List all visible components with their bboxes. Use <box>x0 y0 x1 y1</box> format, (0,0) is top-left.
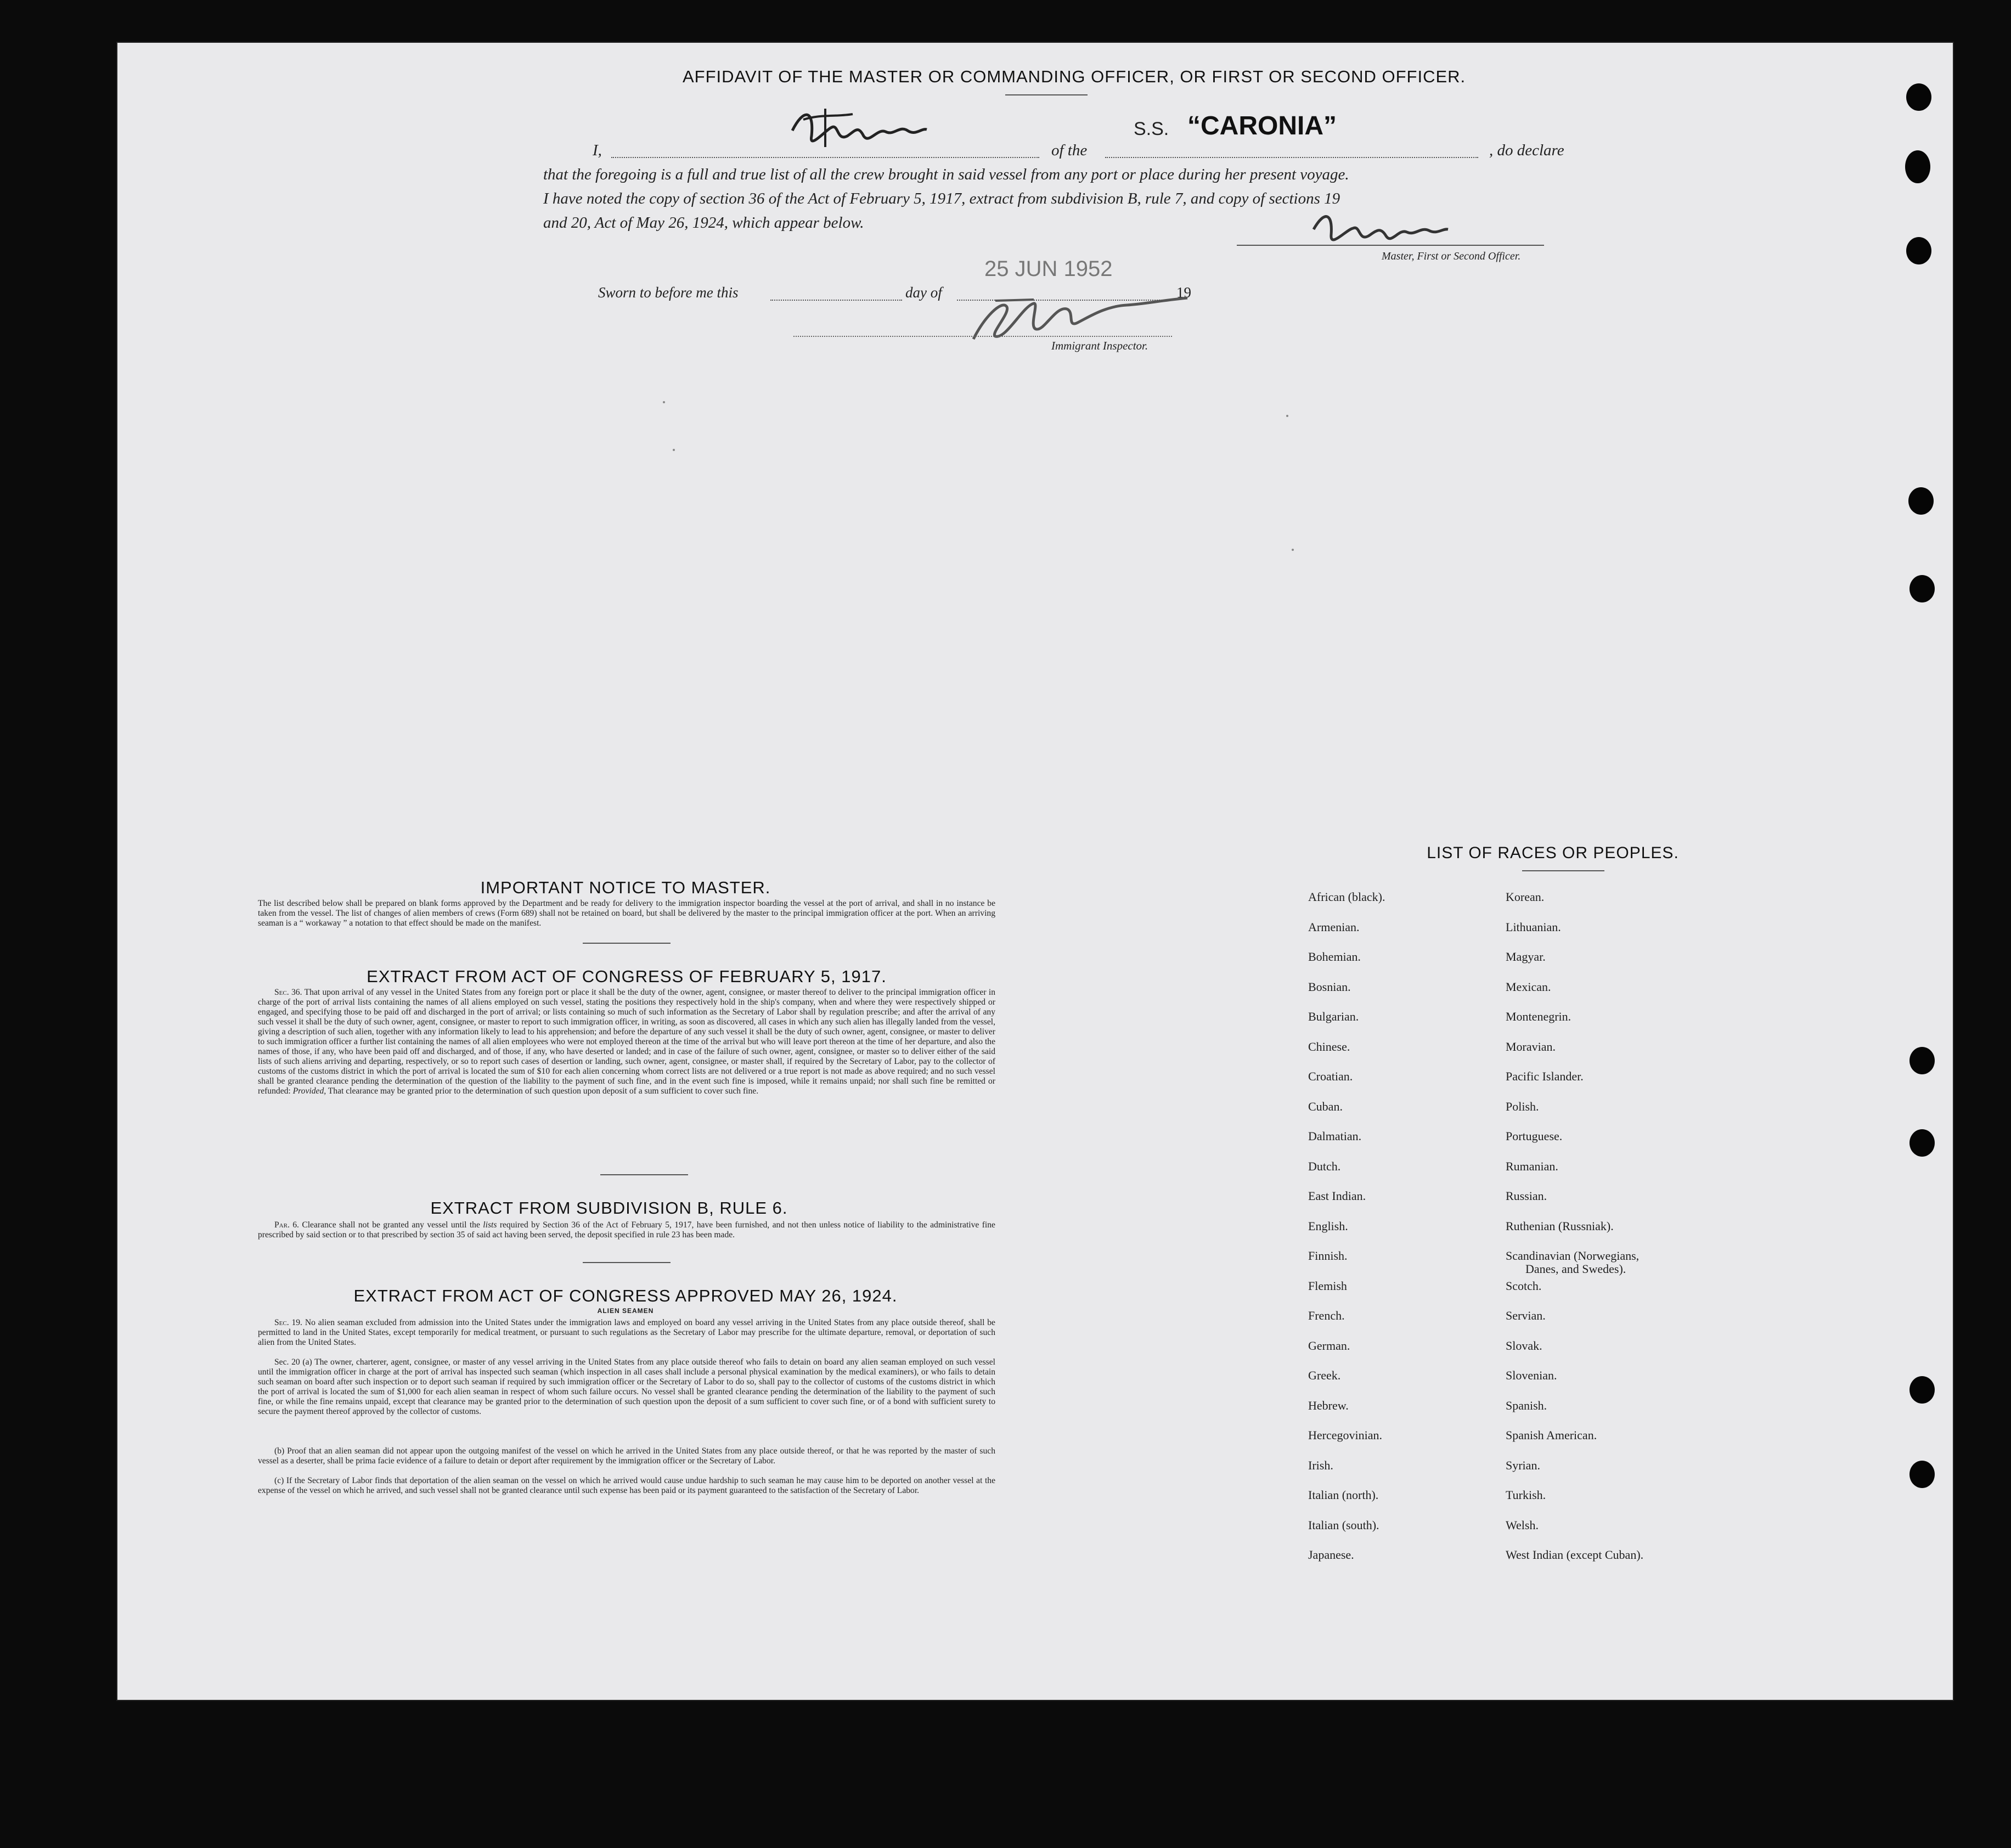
punch-hole <box>1909 575 1935 602</box>
race-item-right: Russian. <box>1506 1189 1547 1203</box>
par-6-body-a: Clearance shall not be granted any vessel until the <box>302 1220 480 1230</box>
bleed-through-heading <box>480 103 487 133</box>
affidavit-line-4: and 20, Act of May 26, 1924, which appear below. <box>543 214 864 232</box>
race-item-right: Montenegrin. <box>1506 1010 1571 1023</box>
race-item-left: Dalmatian. <box>1308 1129 1362 1143</box>
race-item-left: Finnish. <box>1308 1249 1348 1263</box>
race-item-left: Bosnian. <box>1308 979 1351 994</box>
race-item-left: Italian (south). <box>1308 1518 1379 1532</box>
race-item-left: African (black). <box>1308 890 1385 904</box>
race-item-left: Japanese. <box>1308 1548 1354 1562</box>
affidavit-line-3: I have noted the copy of section 36 of the Act of February 5, 1917, extract from subdivision B, rule 7, and copy of sections 19 <box>543 190 1340 207</box>
notice-title: IMPORTANT NOTICE TO MASTER. <box>480 878 771 897</box>
act-1917-text <box>258 988 995 1096</box>
race-item-right: Spanish. <box>1506 1398 1547 1412</box>
dot <box>663 401 665 403</box>
race-item-right: Korean. <box>1506 890 1545 904</box>
race-item-right: Servian. <box>1506 1309 1546 1322</box>
rule-6-text <box>258 1220 995 1240</box>
section-divider <box>600 1174 688 1175</box>
race-item-left: Dutch. <box>1308 1159 1341 1173</box>
race-item-left: Hebrew. <box>1308 1398 1349 1412</box>
race-item-left: Flemish <box>1308 1278 1347 1293</box>
date-stamp: 25 JUN 1952 <box>984 257 1113 281</box>
race-item-left: Bulgarian. <box>1308 1010 1359 1023</box>
race-item-left: English. <box>1308 1219 1348 1233</box>
act-1924-sec-20c: (c) If the Secretary of Labor finds that deportation of the alien seaman on the vessel on which he arrived would cause undue hardship to such seaman he may cause him to be deported on another vessel at the expense of the vessel on which he arrived, and such vessel shall not be granted clearance until such expense has been paid or its payment guaranteed to the satisfaction of the Secretary of Labor. <box>258 1476 995 1495</box>
race-item-right: Polish. <box>1506 1099 1539 1113</box>
master-label: Master, First or Second Officer. <box>1382 250 1521 262</box>
race-item-right: Slovenian. <box>1506 1368 1557 1382</box>
sec-36-label: Sec. 36. <box>274 988 302 997</box>
race-item-left: Croatian. <box>1308 1069 1353 1083</box>
punch-hole <box>1909 1129 1935 1157</box>
race-item-right: Scandinavian (Norwegians, <box>1506 1249 1640 1263</box>
race-item-left: Cuban. <box>1308 1099 1343 1113</box>
act-1924-sec-19 <box>258 1318 995 1348</box>
punch-hole <box>1909 1376 1935 1404</box>
do-declare-label: , do declare <box>1489 142 1564 159</box>
act-1917-title: EXTRACT FROM ACT OF CONGRESS OF FEBRUARY 5, 1917. <box>367 967 887 986</box>
sec-36-end: That clearance may be granted prior to the determination of such question upon deposit of a sum sufficient to cover such fine. <box>328 1086 759 1096</box>
par-6-body-b: required by Section 36 of the Act of February 5, 1917, have been furnished, and not then unless notice of liability to the administrative fine prescribed by said section or to that prescribed by section 35 of said act having been served, the deposit specified in rule 23 has been made. <box>258 1220 995 1239</box>
affidavit-title: AFFIDAVIT OF THE MASTER OR COMMANDING OFFICER, OR FIRST OR SECOND OFFICER. <box>683 67 1466 86</box>
master-signature-2 <box>1308 202 1451 251</box>
act-1924-sec-20a: Sec. 20 (a) The owner, charterer, agent, consignee, or master of any vessel arriving in the United States from any place outside thereof who fails to detain on board any alien seaman employed on such vessel until the immigration officer in charge at the port of arrival has inspected such seaman (which inspection in all cases shall include a personal physical examination by the medical examiners), or who fails to detain such seaman on board after such inspection or to deport such seaman if required by such immigration officer or the Secretary of Labor to do so, shall pay to the collector of customs of the customs district in which the port of arrival is located the sum of $1,000 for each alien seaman in respect of whom such failure occurs. No vessel shall be granted clearance pending the determination of the liability to the payment of such fine, or while the fine remains unpaid, except that clearance may be granted prior to the determination of such question upon the deposit of a sum sufficient to cover such fine, or of a bond with sufficient surety to secure the payment thereof approved by the collector of customs. <box>258 1357 995 1416</box>
dot <box>1292 549 1294 551</box>
alien-seamen-subtitle: ALIEN SEAMEN <box>597 1307 654 1315</box>
punch-hole <box>1905 150 1930 183</box>
par-6-label: Par. 6. <box>274 1220 299 1230</box>
day-of-label: day of <box>905 284 942 301</box>
race-item-right: Danes, and Swedes). <box>1525 1262 1626 1276</box>
sec-19-label: Sec. 19. <box>274 1318 302 1327</box>
race-item-right: Ruthenian (Russniak). <box>1506 1219 1614 1233</box>
inspector-label: Immigrant Inspector. <box>1051 339 1148 352</box>
race-item-right: Pacific Islander. <box>1506 1069 1584 1083</box>
year-prefix: 19 <box>1176 284 1191 301</box>
punch-hole <box>1909 1461 1935 1488</box>
race-item-left: German. <box>1308 1338 1350 1353</box>
dot <box>673 449 675 451</box>
race-item-right: Spanish American. <box>1506 1428 1597 1442</box>
race-item-right: Portuguese. <box>1506 1129 1563 1143</box>
sworn-label: Sworn to before me this <box>598 284 739 301</box>
punch-hole <box>1906 83 1931 111</box>
affidavit-line-2: that the foregoing is a full and true list of all the crew brought in said vessel from any port or place during her present voyage. <box>543 166 1349 183</box>
master-signature-line <box>1237 245 1544 246</box>
section-divider <box>583 1262 671 1263</box>
of-the-label: of the <box>1051 142 1088 159</box>
rule-6-title: EXTRACT FROM SUBDIVISION B, RULE 6. <box>430 1198 788 1218</box>
race-item-right: Scotch. <box>1506 1278 1542 1293</box>
ship-name-line <box>1105 157 1478 158</box>
race-item-left: French. <box>1308 1309 1345 1322</box>
inspector-signature-line <box>793 336 1172 337</box>
race-item-left: Bohemian. <box>1308 950 1361 964</box>
races-title-underline <box>1522 870 1604 871</box>
race-item-right: Rumanian. <box>1506 1159 1558 1173</box>
race-item-left: Armenian. <box>1308 920 1360 934</box>
affidavit-i: I, <box>593 142 602 159</box>
punch-hole <box>1906 237 1931 264</box>
race-item-left: Greek. <box>1308 1368 1341 1382</box>
act-1924-title: EXTRACT FROM ACT OF CONGRESS APPROVED MAY 26, 1924. <box>353 1286 898 1305</box>
punch-hole <box>1908 487 1934 515</box>
lists-word: lists <box>483 1220 497 1230</box>
race-item-right: Turkish. <box>1506 1488 1546 1502</box>
ship-name: “CARONIA” <box>1187 111 1337 140</box>
race-item-right: Magyar. <box>1506 950 1546 964</box>
race-item-right: Syrian. <box>1506 1458 1540 1472</box>
sec-19-body: No alien seaman excluded from admission into the United States under the immigration laws and employed on board any vessel arriving in the United States from any place outside thereof, shall be permitted to land in the United States, except temporarily for medical treatment, or pursuant to such regulations as the Secretary of Labor may prescribe for the ultimate departure, removal, or deportation of such alien from the United States. <box>258 1318 995 1347</box>
race-item-right: Lithuanian. <box>1506 920 1561 934</box>
document-page <box>117 43 1953 1700</box>
race-item-left: East Indian. <box>1308 1189 1366 1203</box>
race-item-left: Hercegovinian. <box>1308 1428 1382 1442</box>
race-item-left: Chinese. <box>1308 1039 1350 1053</box>
race-item-left: Irish. <box>1308 1458 1333 1472</box>
title-underline <box>1005 94 1088 95</box>
race-item-right: West Indian (except Cuban). <box>1506 1548 1644 1562</box>
sec-36-body: That upon arrival of any vessel in the United States from any foreign port or place it shall be the duty of the owner, agent, consignee, or master thereof to deliver to the principal immigration officer in charge of the port of arrival lists containing the names of all aliens employed on such vessel, stating the positions they respectively hold in the ship's company, when and where they were respectively shipped or engaged, and specifying those to be paid off and discharged in the port of arrival; or lists containing so much of such information as the Secretary of Labor shall by regulation prescribe; and after the arrival of any such vessel it shall be the duty of such owner, agent, consignee, or master to report to such immigration officer, in writing, as soon as discovered, all cases in which any such alien has illegally landed from the vessel, giving a description of such alien, together with any information likely to lead to his apprehension; and before the departure of any such vessel it shall be the duty of such owner, agent, consignee, or master to deliver to such immigration officer a further list containing the names of all alien employees who were not employed thereon at the time of the arrival but who will leave port thereon at the time of her departure, and also the names of those, if any, who have been paid off and discharged, and of those, if any, who have deserted or landed; and in case of the failure of such owner, agent, consignee, or master so to deliver either of the said lists of such aliens arriving and departing, respectively, or so to report such cases of desertion or landing, such owner, agent, consignee, or master shall, if required by the Secretary of Labor, pay to the collector of customs of the customs district in which the port of arrival is located the sum of $10 for each alien concerning whom correct lists are not delivered or a true report is not made as above required; and no such vessel shall be granted clearance pending the determination of the question of the liability to the payment of such fine, and in the event such fine is imposed, while it remains unpaid; nor shall such fine be remitted or refunded: <box>258 988 995 1096</box>
race-item-left: Italian (north). <box>1308 1488 1379 1502</box>
punch-hole <box>1909 1047 1935 1074</box>
provided-label: Provided, <box>292 1086 326 1096</box>
race-item-right: Moravian. <box>1506 1039 1556 1053</box>
sworn-day-line <box>770 300 902 301</box>
race-item-right: Mexican. <box>1506 979 1551 994</box>
master-signature <box>787 98 930 158</box>
race-item-right: Welsh. <box>1506 1518 1539 1532</box>
section-divider <box>583 943 671 944</box>
act-1924-sec-20b: (b) Proof that an alien seaman did not appear upon the outgoing manifest of the vessel on which he arrived in the United States from any place outside thereof, or that he was reported by the master of such vessel as a deserter, shall be prima facie evidence of a failure to detain or deport after requirement by the immigration officer or the Secretary of Labor. <box>258 1446 995 1466</box>
races-title: LIST OF RACES OR PEOPLES. <box>1427 844 1679 862</box>
dot <box>1286 415 1288 417</box>
ship-prefix: S.S. <box>1134 119 1169 139</box>
notice-text: The list described below shall be prepared on blank forms approved by the Department and be ready for delivery to the immigration inspector boarding the vessel at the port of arrival, and shall in no instance be taken from the vessel. The list of changes of alien members of crews (Form 689) shall not be retained on board, but shall be delivered by the master to the principal immigration officer at the port. When an arriving seaman is a “ workaway ” a notation to that effect should be made on the manifest. <box>258 899 995 928</box>
race-item-right: Slovak. <box>1506 1338 1542 1353</box>
